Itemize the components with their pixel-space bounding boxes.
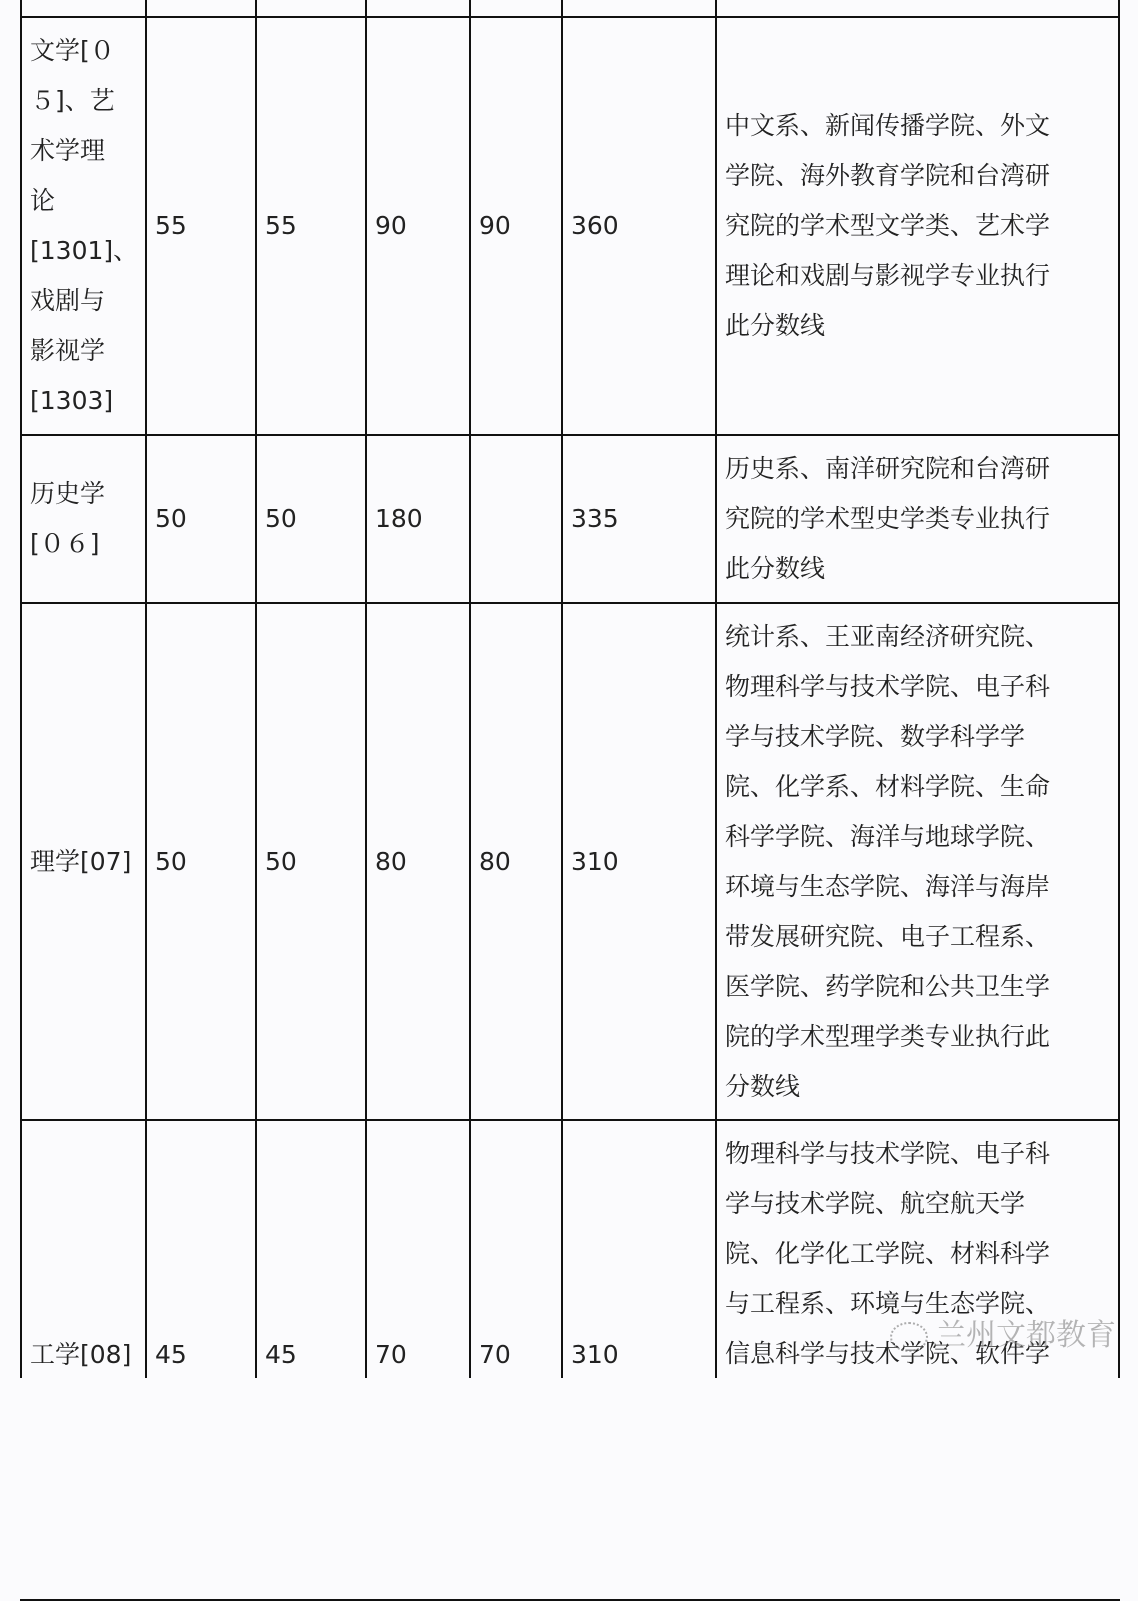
score-cell: 90 <box>479 211 511 240</box>
remarks-cell <box>717 1121 1118 1599</box>
cell-line: 究院的学术型史学类专业执行 <box>725 504 1051 533</box>
category-cell <box>22 604 145 1119</box>
category-cell <box>22 18 145 434</box>
category-cell <box>22 1121 145 1589</box>
score-cell: 335 <box>571 504 619 533</box>
wechat-icon <box>890 1322 928 1352</box>
score-cell: 90 <box>375 211 407 240</box>
cell-line: 科学学院、海洋与地球学院、 <box>725 821 1051 851</box>
column-divider <box>1118 0 1120 1378</box>
score-cell: 50 <box>265 504 297 533</box>
cell-line: 环境与生态学院、海洋与海岸 <box>725 871 1051 901</box>
cell-line: 此分数线 <box>725 554 826 583</box>
cell-line: 影视学 <box>30 336 106 365</box>
score-cell: 180 <box>375 504 423 533</box>
cell-line: 信息科学与技术学院、软件学 <box>725 1339 1051 1368</box>
remarks-cell <box>717 18 1118 434</box>
cell-line: 中文系、新闻传播学院、外文 <box>725 111 1051 140</box>
cell-line: 历史学 <box>30 479 106 508</box>
score-cell: 80 <box>375 846 407 876</box>
cell-line: ５]、艺 <box>30 86 115 115</box>
cell-line: 历史系、南洋研究院和台湾研 <box>725 454 1051 483</box>
cell-line: 与工程系、环境与生态学院、 <box>725 1289 1051 1318</box>
score-cell: 50 <box>155 846 187 876</box>
score-cell: 70 <box>479 1340 511 1369</box>
cell-line: 分数线 <box>725 1071 801 1101</box>
cell-line: 理学[07] <box>30 846 132 876</box>
cell-line: 戏剧与 <box>30 286 106 315</box>
cell-line: 理论和戏剧与影视学专业执行 <box>725 261 1051 290</box>
score-cell: 45 <box>265 1340 297 1369</box>
score-cell: 310 <box>571 846 619 876</box>
cell-line: 统计系、王亚南经济研究院、 <box>725 621 1051 651</box>
cell-line: 物理科学与技术学院、电子科 <box>725 671 1051 701</box>
score-cell: 80 <box>479 846 511 876</box>
cell-line: 究院的学术型文学类、艺术学 <box>725 211 1051 240</box>
category-cell <box>22 436 145 602</box>
cell-line: 医学院、药学院和公共卫生学 <box>725 971 1051 1001</box>
cell-line: [1303] <box>30 386 114 415</box>
cell-line: 文学[０ <box>30 36 115 65</box>
remarks-cell <box>717 436 1118 602</box>
score-cell: 310 <box>571 1340 619 1369</box>
cell-line: 术学理 <box>30 136 106 165</box>
cell-line: 学与技术学院、数学科学学 <box>725 721 1026 751</box>
watermark <box>890 1310 1116 1354</box>
cell-line: 学与技术学院、航空航天学 <box>725 1189 1026 1218</box>
cell-line: 工学[08] <box>30 1340 132 1369</box>
cell-line: 物理科学与技术学院、电子科 <box>725 1139 1051 1168</box>
score-cell: 55 <box>155 211 187 240</box>
score-cell: 360 <box>571 211 619 240</box>
watermark-text: 兰州文都教育 <box>936 1318 1116 1353</box>
cell-line: 学院、海外教育学院和台湾研 <box>725 161 1051 190</box>
cell-line: 论 <box>30 186 56 215</box>
cell-line: [０６] <box>30 529 100 558</box>
score-cell: 50 <box>265 846 297 876</box>
remarks-cell <box>717 604 1118 1119</box>
cell-line: 带发展研究院、电子工程系、 <box>725 921 1051 951</box>
score-cell <box>471 436 561 602</box>
score-cell: 50 <box>155 504 187 533</box>
score-cell: 45 <box>155 1340 187 1369</box>
cell-line: 此分数线 <box>725 311 826 340</box>
cell-line: 院、化学化工学院、材料科学 <box>725 1239 1051 1268</box>
cell-line: [1301]、 <box>30 236 139 265</box>
cell-line: 院的学术型理学类专业执行此 <box>725 1021 1051 1051</box>
score-cell: 55 <box>265 211 297 240</box>
score-cell: 70 <box>375 1340 407 1369</box>
cell-line: 院、化学系、材料学院、生命 <box>725 771 1051 801</box>
